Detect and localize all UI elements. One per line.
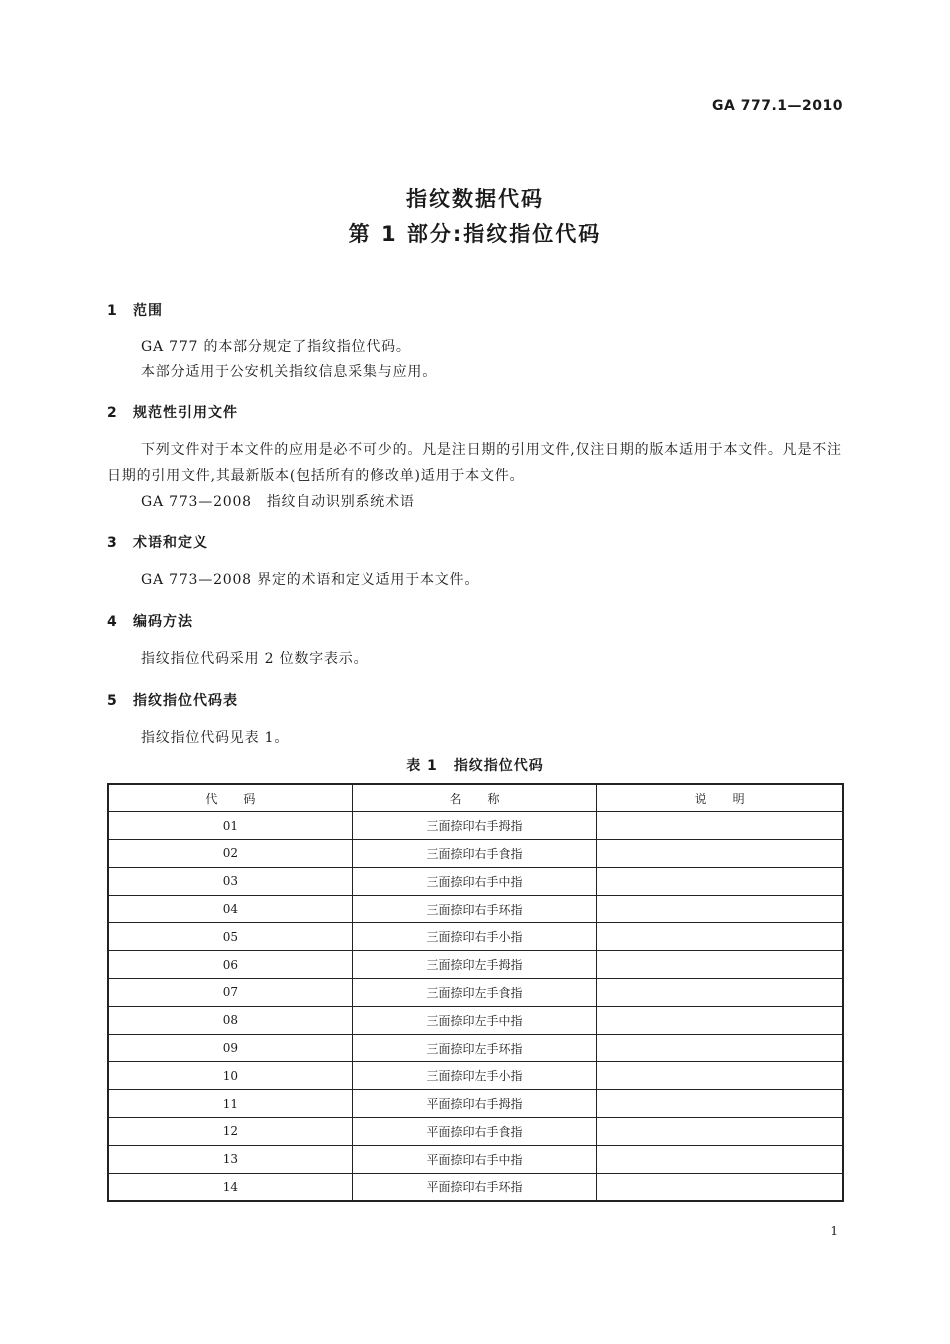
cell-name: 三面捺印左手小指 xyxy=(352,1062,596,1090)
cell-code: 10 xyxy=(108,1062,352,1090)
cell-name: 三面捺印右手环指 xyxy=(352,895,596,923)
section-heading-code-table xyxy=(107,690,238,710)
table-row xyxy=(108,979,843,1007)
table-body xyxy=(108,812,843,1201)
section-title: 范围 xyxy=(133,303,163,319)
cell-note xyxy=(597,1062,843,1090)
table-row xyxy=(108,1090,843,1118)
cell-name: 平面捺印右手食指 xyxy=(352,1118,596,1146)
cell-name: 平面捺印右手中指 xyxy=(352,1145,596,1173)
table-row xyxy=(108,923,843,951)
cell-code: 07 xyxy=(108,979,352,1007)
section-heading-scope xyxy=(107,300,163,320)
cell-note xyxy=(597,1118,843,1146)
cell-name: 平面捺印右手拇指 xyxy=(352,1090,596,1118)
table-row xyxy=(108,840,843,868)
table-header-row xyxy=(108,784,843,812)
table-row xyxy=(108,1034,843,1062)
table-caption-title: 指纹指位代码 xyxy=(453,758,544,774)
header-note: 说明 xyxy=(597,784,843,812)
cell-name: 三面捺印右手食指 xyxy=(352,840,596,868)
page-number: 1 xyxy=(830,1224,838,1238)
cell-note xyxy=(597,867,843,895)
document-subtitle: 第 1 部分:指纹指位代码 xyxy=(348,222,602,246)
cell-note xyxy=(597,951,843,979)
cell-code: 04 xyxy=(108,895,352,923)
cell-name: 三面捺印右手拇指 xyxy=(352,812,596,840)
standard-code: GA 777.1—2010 xyxy=(712,98,843,114)
table-row xyxy=(108,895,843,923)
cell-note xyxy=(597,1173,843,1201)
section-title: 规范性引用文件 xyxy=(133,405,238,421)
section-title: 指纹指位代码表 xyxy=(133,693,238,709)
cell-note xyxy=(597,1090,843,1118)
paragraph: 下列文件对于本文件的应用是必不可少的。凡是注日期的引用文件,仅注日期的版本适用于本文件。凡是不注日期的引用文件,其最新版本(包括所有的修改单)适用于本文件。 xyxy=(107,442,842,484)
cell-name: 三面捺印左手环指 xyxy=(352,1034,596,1062)
table-row xyxy=(108,1062,843,1090)
cell-code: 05 xyxy=(108,923,352,951)
cell-note xyxy=(597,895,843,923)
header-name: 名称 xyxy=(352,784,596,812)
section-number: 4 xyxy=(107,614,118,630)
cell-code: 09 xyxy=(108,1034,352,1062)
cell-note xyxy=(597,1006,843,1034)
paragraph: 指纹指位代码采用 2 位数字表示。 xyxy=(141,651,369,667)
cell-name: 平面捺印右手环指 xyxy=(352,1173,596,1201)
section-number: 2 xyxy=(107,405,118,421)
cell-name: 三面捺印左手拇指 xyxy=(352,951,596,979)
table-row xyxy=(108,1118,843,1146)
section-number: 3 xyxy=(107,535,118,551)
document-title: 指纹数据代码 xyxy=(406,187,544,211)
table-row xyxy=(108,867,843,895)
section-heading-coding-method xyxy=(107,611,193,631)
cell-code: 14 xyxy=(108,1173,352,1201)
header-code: 代码 xyxy=(108,784,352,812)
section-title: 术语和定义 xyxy=(133,535,208,551)
cell-code: 02 xyxy=(108,840,352,868)
cell-code: 11 xyxy=(108,1090,352,1118)
section-title: 编码方法 xyxy=(133,614,193,630)
cell-note xyxy=(597,812,843,840)
table-row xyxy=(108,951,843,979)
paragraph: 指纹指位代码见表 1。 xyxy=(141,730,290,746)
finger-position-code-table xyxy=(107,783,844,1202)
cell-name: 三面捺印左手中指 xyxy=(352,1006,596,1034)
cell-code: 01 xyxy=(108,812,352,840)
section-number: 1 xyxy=(107,303,118,319)
paragraph: GA 777 的本部分规定了指纹指位代码。 xyxy=(141,339,411,355)
cell-note xyxy=(597,923,843,951)
table-row xyxy=(108,1006,843,1034)
cell-note xyxy=(597,840,843,868)
cell-name: 三面捺印右手小指 xyxy=(352,923,596,951)
cell-note xyxy=(597,1034,843,1062)
cell-name: 三面捺印左手食指 xyxy=(352,979,596,1007)
table-caption xyxy=(0,755,950,775)
section-heading-terms xyxy=(107,532,208,552)
section-number: 5 xyxy=(107,693,118,709)
table-row xyxy=(108,1145,843,1173)
cell-code: 13 xyxy=(108,1145,352,1173)
cell-name: 三面捺印右手中指 xyxy=(352,867,596,895)
cell-note xyxy=(597,1145,843,1173)
paragraph: GA 773—2008 界定的术语和定义适用于本文件。 xyxy=(141,572,480,588)
paragraph: 本部分适用于公安机关指纹信息采集与应用。 xyxy=(141,364,437,380)
cell-note xyxy=(597,979,843,1007)
table-row xyxy=(108,1173,843,1201)
cell-code: 08 xyxy=(108,1006,352,1034)
table-row xyxy=(108,812,843,840)
cell-code: 03 xyxy=(108,867,352,895)
cell-code: 06 xyxy=(108,951,352,979)
section-heading-normative-references xyxy=(107,402,238,422)
table-caption-number: 表 1 xyxy=(406,758,438,774)
cell-code: 12 xyxy=(108,1118,352,1146)
reference-item: GA 773—2008 指纹自动识别系统术语 xyxy=(141,494,415,510)
